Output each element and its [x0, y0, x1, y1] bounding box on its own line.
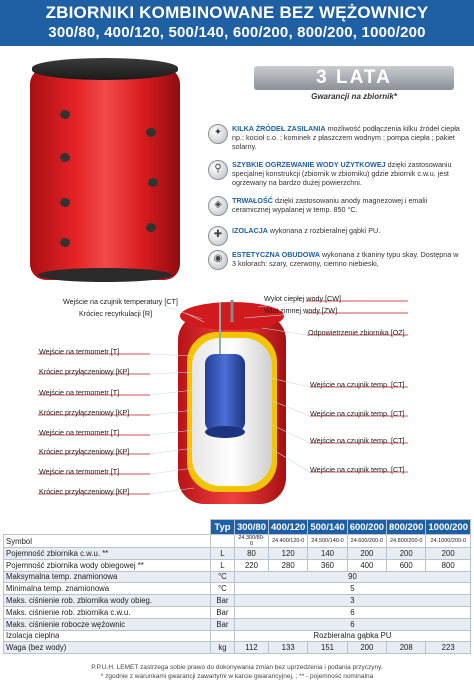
diagram-label: Wejście na czujnik temp. [CT] [310, 380, 405, 389]
table-cell: 360 [308, 559, 347, 571]
table-cell: 120 [269, 548, 308, 560]
row-label: Izolacja cieplna [4, 630, 211, 642]
tank-top [32, 58, 178, 80]
column-header: 800/200 [387, 520, 426, 535]
table-cell: 200 [347, 642, 386, 654]
insulation-icon: ✚ [208, 226, 228, 246]
table-cell: 400 [347, 559, 386, 571]
table-cell: 600 [387, 559, 426, 571]
table-row [4, 630, 471, 642]
nozzle [60, 198, 70, 207]
warranty-years: 3 LATA [316, 67, 392, 88]
table-cell: 151 [308, 642, 347, 654]
table-cell: 6 [234, 618, 470, 630]
diagram-label: Wejście na termometr [T] [39, 428, 120, 437]
row-label: Maks. ciśnienie rob. zbiornika wody obieg. [4, 595, 211, 607]
nozzle [148, 178, 158, 187]
table-cell: Rozbieralna gąbka PU [234, 630, 470, 642]
table-row [4, 559, 471, 571]
diagram-label: Wlot zimnej wody [ZW] [264, 306, 338, 315]
table-cell: 24.400/120-0 [269, 535, 308, 548]
table-cell: 800 [426, 559, 471, 571]
row-label: Maksymalna temp. znamionowa [4, 571, 211, 583]
table-cell: 200 [426, 548, 471, 560]
row-label: Minimalna temp. znamionowa [4, 583, 211, 595]
table-cell: 223 [426, 642, 471, 654]
diagram-label: Króciec przyłączeniowy [KP] [39, 487, 130, 496]
footer-disclaimer: P.P.U.H. LEMET zastrzega sobie prawo do dokonywania zmian bez uprzedzenia i podania przyczyny. [91, 664, 383, 671]
table-row [4, 571, 471, 583]
row-unit: Bar [210, 606, 234, 618]
feature-item: ◉ ESTETYCZNA OBUDOWA wykonana z tkaniny typu skay. Dostępna w 3 kolorach: szary, czerwony, ciemno niebieski, [208, 250, 464, 268]
table-row [4, 595, 471, 607]
table-cell: 24.800/200-0 [387, 535, 426, 548]
table-row [4, 606, 471, 618]
diagram-label: Wejście na czujnik temp. [CT] [310, 409, 405, 418]
column-header: 400/120 [269, 520, 308, 535]
diagram-label: Odpowietrzenie zbiornika [OZ] [308, 328, 405, 337]
nozzle [146, 128, 156, 137]
table-cell: 24.1000/200-0 [426, 535, 471, 548]
table-cell: 140 [308, 548, 347, 560]
row-label: Pojemność zbiornika c.w.u. ** [4, 548, 211, 560]
row-unit: Bar [210, 595, 234, 607]
feature-item: ◈ TRWAŁOŚĆ dzięki zastosowaniu anody magnezowej i emalii ceramicznej wypalanej w temp. 850 °C. [208, 196, 464, 214]
table-cell: 24.300/80-0 [234, 535, 268, 548]
row-unit: L [210, 559, 234, 571]
table-cell: 280 [269, 559, 308, 571]
table-cell: 133 [269, 642, 308, 654]
table-cell: 208 [387, 642, 426, 654]
model-list: 300/80, 400/120, 500/140, 600/200, 800/200, 1000/200 [48, 24, 426, 41]
diagram-label: Króciec przyłączeniowy [KP] [39, 447, 130, 456]
diagram-svg [0, 292, 474, 514]
table-cell: 200 [387, 548, 426, 560]
table-header-row [4, 520, 471, 535]
row-unit: °C [210, 571, 234, 583]
cover-icon: ◉ [208, 250, 228, 270]
diagram-label: Wejście na termometr [T] [39, 347, 120, 356]
column-header: 1000/200 [426, 520, 471, 535]
feature-item: ✦ KILKA ŹRÓDEŁ ZASILANIA możliwość podłączenia kilku źródeł ciepła np.: kocioł c.o. ; kominek z płaszczem wodnym ; pompa ciepła ; pakiet solarny. [208, 124, 464, 151]
table-row [4, 548, 471, 560]
diagram-label: Wejście na termometr [T] [39, 388, 120, 397]
feature-item: ✚ IZOLACJA wykonana z rozbieralnej gąbki PU. [208, 226, 464, 235]
page-header [0, 0, 474, 46]
diagram-label: Króciec przyłączeniowy [KP] [39, 367, 130, 376]
column-header: 500/140 [308, 520, 347, 535]
nozzle [146, 223, 156, 232]
table-cell: 220 [234, 559, 268, 571]
row-unit: °C [210, 583, 234, 595]
table-cell: 3 [234, 595, 470, 607]
row-label: Pojemność zbiornika wody obiegowej ** [4, 559, 211, 571]
spec-table [3, 519, 471, 654]
table-cell: 90 [234, 571, 470, 583]
warranty-badge [254, 66, 454, 90]
table-cell: 200 [347, 548, 386, 560]
row-unit [210, 630, 234, 642]
table-row [4, 583, 471, 595]
diagram-label: Wejście na termometr [T] [39, 467, 120, 476]
row-unit [210, 535, 234, 548]
cross-section-diagram [0, 292, 474, 514]
nozzle [60, 238, 70, 247]
row-unit: L [210, 548, 234, 560]
diagram-label: Wejście na czujnik temp. [CT] [310, 465, 405, 474]
row-label: Maks. ciśnienie robocze wężownic [4, 618, 211, 630]
table-row [4, 642, 471, 654]
diagram-label: Wejście na czujnik temperatury [CT] [63, 297, 178, 306]
tank-bottom [38, 268, 172, 282]
column-header: 600/200 [347, 520, 386, 535]
table-cell: 6 [234, 606, 470, 618]
diagram-label: Wejście na czujnik temp. [CT] [310, 436, 405, 445]
tank-photo [20, 58, 190, 283]
table-cell: 24.500/140-0 [308, 535, 347, 548]
warranty-subtitle: Gwarancji na zbiornik* [311, 92, 397, 101]
table-cell: 24.600/200-0 [347, 535, 386, 548]
feature-item: ⚲ SZYBKIE OGRZEWANIE WODY UŻYTKOWEJ dzięki zastosowaniu specjalnej konstrukcji (zbiornik w zbiorniku) gdzie zbiornik c.w.u. jest ogrzewany na bardzo dużej powierzchni. [208, 160, 464, 187]
row-label: Waga (bez wody) [4, 642, 211, 654]
shield-icon: ◈ [208, 196, 228, 216]
diagram-label: Króciec recyrkulacji [R] [79, 309, 153, 318]
row-unit: Bar [210, 618, 234, 630]
dhw-tank [205, 354, 245, 432]
flame-icon: ✦ [208, 124, 228, 144]
row-label: Maks. ciśnienie rob. zbiornika c.w.u. [4, 606, 211, 618]
diagram-label: Wylot ciepłej wody [CW] [264, 294, 342, 303]
typ-header: Typ [210, 520, 234, 535]
tap-icon: ⚲ [208, 160, 228, 180]
dhw-tank-bottom [205, 426, 245, 438]
row-label: Symbol [4, 535, 211, 548]
table-cell: 80 [234, 548, 268, 560]
row-unit: kg [210, 642, 234, 654]
column-header: 300/80 [234, 520, 268, 535]
table-cell: 112 [234, 642, 268, 654]
nozzle [60, 110, 70, 119]
table-row [4, 618, 471, 630]
nozzle [60, 153, 70, 162]
footer-notes: * zgodnie z warunkami gwarancji zawartymi w karcie gwarancyjnej, ; ** - pojemność nominalna [100, 673, 374, 680]
table-cell: 5 [234, 583, 470, 595]
diagram-label: Króciec przyłączeniowy [KP] [39, 408, 130, 417]
page-title: ZBIORNIKI KOMBINOWANE BEZ WĘŻOWNICY [45, 3, 429, 22]
table-row [4, 535, 471, 548]
tank-body [30, 68, 180, 280]
